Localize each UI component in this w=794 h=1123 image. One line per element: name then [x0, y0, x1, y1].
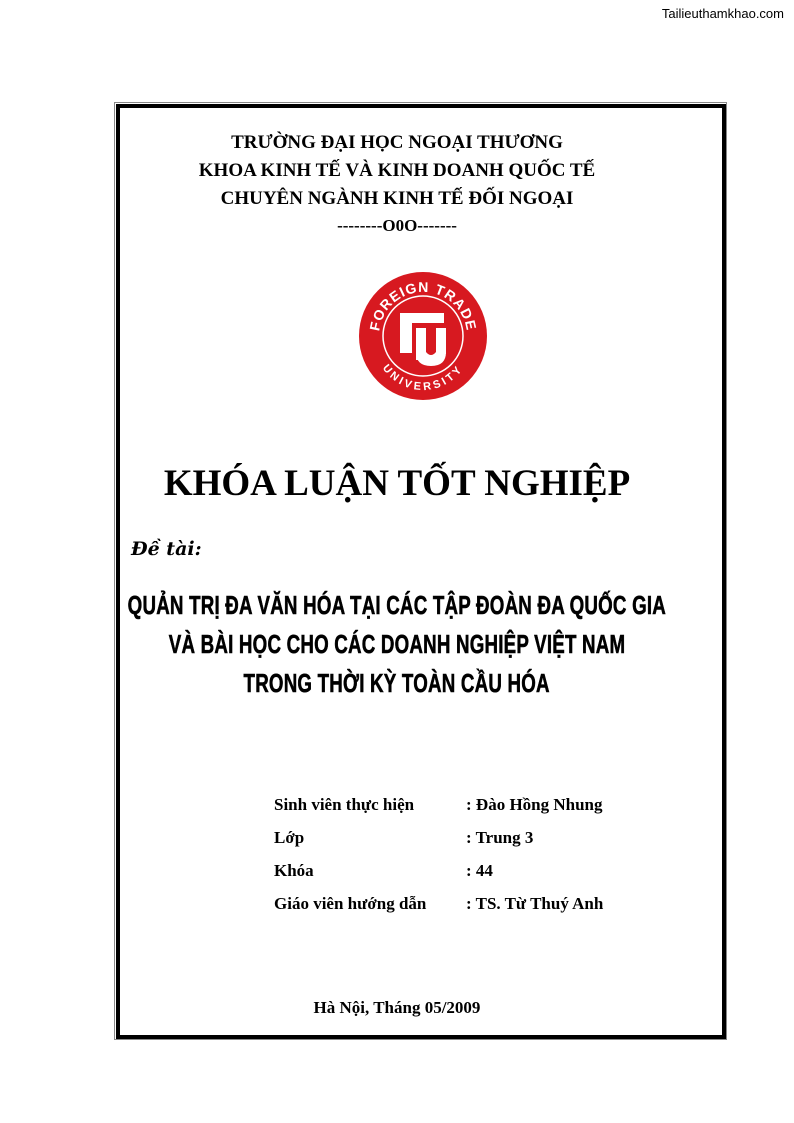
document-title: KHÓA LUẬN TỐT NGHIỆP — [163, 463, 631, 504]
topic-line-2 — [0, 629, 794, 660]
svg-text:UNIVERSITY: UNIVERSITY — [379, 362, 467, 394]
info-value: : Đào Hồng Nhung — [466, 795, 603, 814]
info-label: Sinh viên thực hiện — [274, 795, 415, 814]
topic-line-3 — [0, 668, 794, 699]
svg-text:FOREIGN TRADE: FOREIGN TRADE — [366, 278, 480, 333]
topic-text: TRONG THỜI KỲ TOÀN CẦU HÓA — [243, 668, 551, 698]
info-value: : TS. Từ Thuý Anh — [466, 894, 604, 913]
topic-text: QUẢN TRỊ ĐA VĂN HÓA TẠI CÁC TẬP ĐOÀN ĐA QUỐC GIA — [127, 590, 667, 620]
info-row-class — [274, 828, 534, 848]
info-row-student — [274, 795, 603, 815]
watermark-link[interactable]: Tailieuthamkhao.com — [661, 6, 784, 21]
topic-label: Đề tài: — [131, 538, 202, 560]
topic-line-1 — [0, 590, 794, 621]
info-label: Khóa — [274, 861, 314, 880]
header-separator: --------O0O------- — [337, 216, 457, 235]
info-value: : 44 — [466, 861, 493, 880]
info-label: Giáo viên hướng dẫn — [274, 894, 427, 913]
info-label: Lớp — [274, 828, 305, 847]
university-logo — [357, 270, 489, 402]
info-row-advisor — [274, 894, 604, 914]
topic-text: VÀ BÀI HỌC CHO CÁC DOANH NGHIỆP VIỆT NAM — [168, 629, 626, 659]
faculty-name: KHOA KINH TẾ VÀ KINH DOANH QUỐC TẾ — [198, 160, 596, 181]
date-location: Hà Nội, Tháng 05/2009 — [313, 998, 481, 1017]
university-name: TRƯỜNG ĐẠI HỌC NGOẠI THƯƠNG — [231, 132, 563, 153]
info-value: : Trung 3 — [466, 828, 534, 847]
major-name: CHUYÊN NGÀNH KINH TẾ ĐỐI NGOẠI — [220, 188, 574, 209]
info-row-course — [274, 861, 493, 881]
